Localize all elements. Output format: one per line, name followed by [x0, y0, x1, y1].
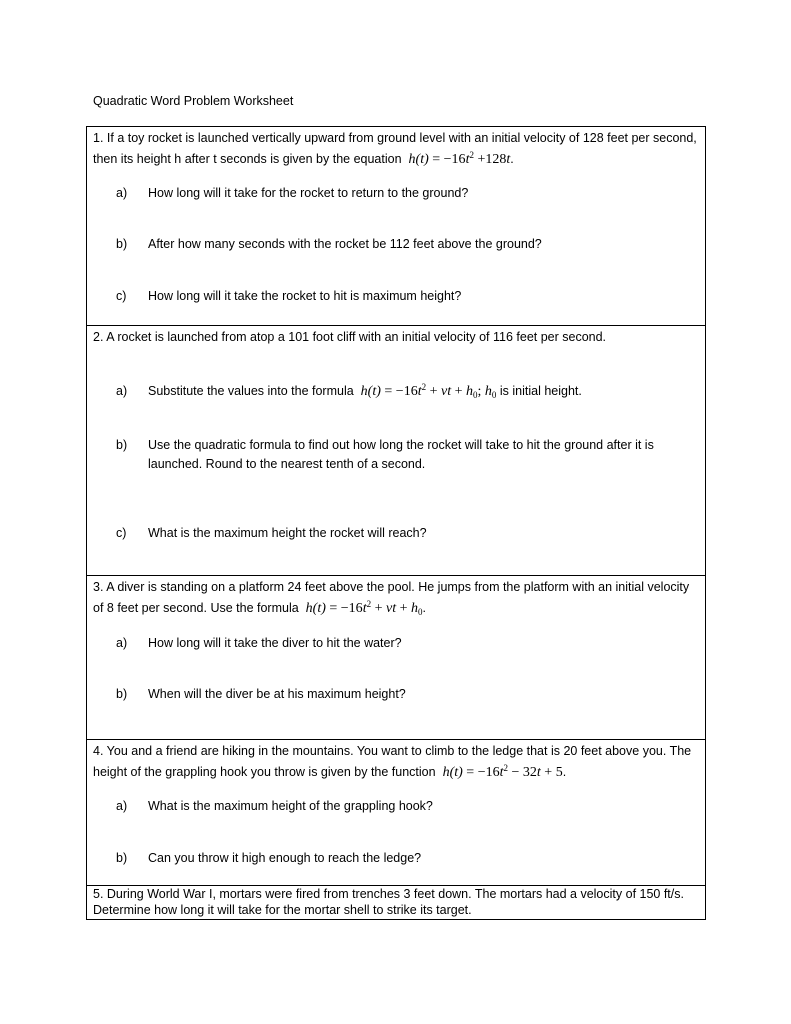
problem-5	[87, 885, 705, 919]
problem-4-question: 4. You and a friend are hiking in the mountains. You want to climb to the ledge that is 20 feet above you. The height of the grappling hook you throw is given by the function $h(t) = -16t^2 - 32t + 5$.	[93, 744, 692, 780]
problem-2	[87, 325, 705, 575]
problem-2-part-a: a) Substitute the values into the formula $h(t) = -16t^2$ + vt + $h_0$; $h_0$ is initial height.	[116, 382, 582, 400]
problem-3-question: 3. A diver is standing on a platform 24 feet above the pool. He jumps from the platform with an initial velocity of 8 feet per second. Use the formula $h(t) = -16t^2$ + vt + $h_0$.	[93, 580, 690, 617]
problem-4	[87, 739, 705, 885]
problem-2-equation: $h(t) = -16t^2$ + vt + $h_0$; $h_0$	[360, 382, 497, 400]
problem-2-part-b: b) Use the quadratic formula to find out how long the rocket will take to hit the ground after it is launched. Round to the nearest tenth of a second.	[116, 438, 654, 471]
worksheet-table	[86, 126, 706, 920]
problem-1-text: 1. If a toy rocket is launched vertically upward from ground level with an initial velocity of 128 feet per second, then its height h after t seconds is given by the equation	[93, 131, 697, 166]
problem-2-part-c: c) What is the maximum height the rocket will reach?	[116, 526, 427, 540]
problem-1	[87, 127, 705, 325]
problem-1-question: 1. If a toy rocket is launched vertically upward from ground level with an initial velocity of 128 feet per second, then its height h after t seconds is given by the equation $h(t) = -16t^2 +128t$.	[93, 131, 697, 167]
problem-4-part-b: b) Can you throw it high enough to reach the ledge?	[116, 851, 422, 865]
problem-2-question: 2. A rocket is launched from atop a 101 foot cliff with an initial velocity of 116 feet per second.	[93, 330, 607, 344]
problem-4-equation: $h(t) = -16t^2 - 32t + 5$	[442, 763, 563, 780]
problem-4-part-a: a) What is the maximum height of the grappling hook?	[116, 799, 433, 813]
problem-1-part-b: b) After how many seconds with the rocket be 112 feet above the ground?	[116, 237, 542, 251]
problem-3-part-b: b) When will the diver be at his maximum height?	[116, 687, 406, 701]
problem-5-question: 5. During World War I, mortars were fired from trenches 3 feet down. The mortars had a velocity of 150 ft/s. Determine how long it will take for the mortar shell to strike its target.	[93, 887, 684, 917]
problem-1-part-c: c) How long will it take the rocket to hit is maximum height?	[116, 289, 462, 303]
worksheet-title: Quadratic Word Problem Worksheet	[93, 94, 294, 108]
problem-3-part-a: a) How long will it take the diver to hit the water?	[116, 636, 402, 650]
problem-3	[87, 575, 705, 739]
problem-1-equation: $h(t) = -16t^2 +128t$	[408, 150, 511, 167]
problem-3-equation: $h(t) = -16t^2$ + vt + $h_0$	[305, 599, 423, 617]
problem-1-part-a: a) How long will it take for the rocket to return to the ground?	[116, 186, 469, 200]
